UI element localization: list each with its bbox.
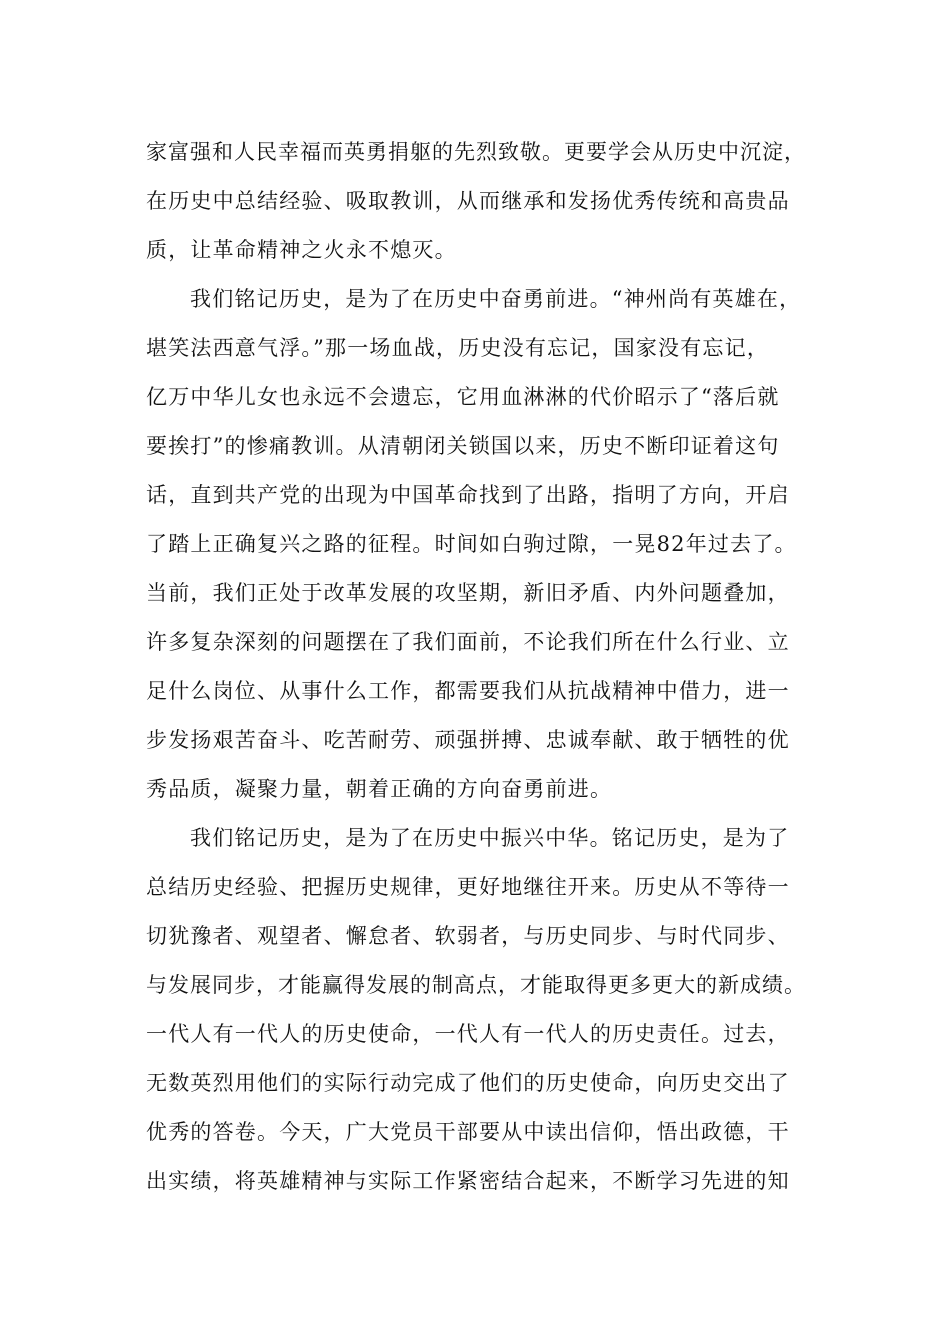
text-line: 我们铭记历史，是为了在历史中振兴中华。铭记历史，是为了 <box>190 826 790 850</box>
paragraph <box>146 275 806 814</box>
text-line: 话，直到共产党的出现为中国革命找到了出路，指明了方向，开启 <box>146 483 790 507</box>
text-line: 质，让革命精神之火永不熄灭。 <box>146 238 457 262</box>
text-line: 与发展同步，才能赢得发展的制高点，才能取得更多更大的新成绩。 <box>146 973 806 997</box>
text-line: 在历史中总结经验、吸取教训，从而继承和发扬优秀传统和高贵品 <box>146 189 790 213</box>
document-body <box>146 128 806 1206</box>
text-line: 许多复杂深刻的问题摆在了我们面前，不论我们所在什么行业、立 <box>146 630 790 654</box>
text-line: 了踏上正确复兴之路的征程。时间如白驹过隙，一晃82年过去了。 <box>146 532 797 556</box>
text-line: 一代人有一代人的历史使命，一代人有一代人的历史责任。过去， <box>146 1022 790 1046</box>
text-line: 堪笑法西意气浮。”那一场血战，历史没有忘记，国家没有忘记， <box>146 336 770 360</box>
paragraph <box>146 814 806 1206</box>
text-line: 总结历史经验、把握历史规律，更好地继往开来。历史从不等待一 <box>146 875 790 899</box>
text-line: 无数英烈用他们的实际行动完成了他们的历史使命，向历史交出了 <box>146 1071 790 1095</box>
text-line: 步发扬艰苦奋斗、吃苦耐劳、顽强拼搏、忠诚奉献、敢于牺牲的优 <box>146 728 790 752</box>
text-line: 要挨打”的惨痛教训。从清朝闭关锁国以来，历史不断印证着这句 <box>146 434 780 458</box>
text-line: 秀品质，凝聚力量，朝着正确的方向奋勇前进。 <box>146 777 613 801</box>
text-line: 切犹豫者、观望者、懈怠者、软弱者，与历史同步、与时代同步、 <box>146 924 790 948</box>
text-line: 优秀的答卷。今天，广大党员干部要从中读出信仰，悟出政德，干 <box>146 1120 790 1144</box>
paragraph <box>146 128 806 275</box>
text-line: 家富强和人民幸福而英勇捐躯的先烈致敬。更要学会从历史中沉淀， <box>146 140 806 164</box>
text-line: 足什么岗位、从事什么工作，都需要我们从抗战精神中借力，进一 <box>146 679 790 703</box>
text-line: 我们铭记历史，是为了在历史中奋勇前进。“神州尚有英雄在， <box>190 287 802 311</box>
text-line: 亿万中华儿女也永远不会遗忘，它用血淋淋的代价昭示了“落后就 <box>146 385 780 409</box>
text-line: 当前，我们正处于改革发展的攻坚期，新旧矛盾、内外问题叠加， <box>146 581 790 605</box>
text-line: 出实绩，将英雄精神与实际工作紧密结合起来，不断学习先进的知 <box>146 1169 790 1193</box>
